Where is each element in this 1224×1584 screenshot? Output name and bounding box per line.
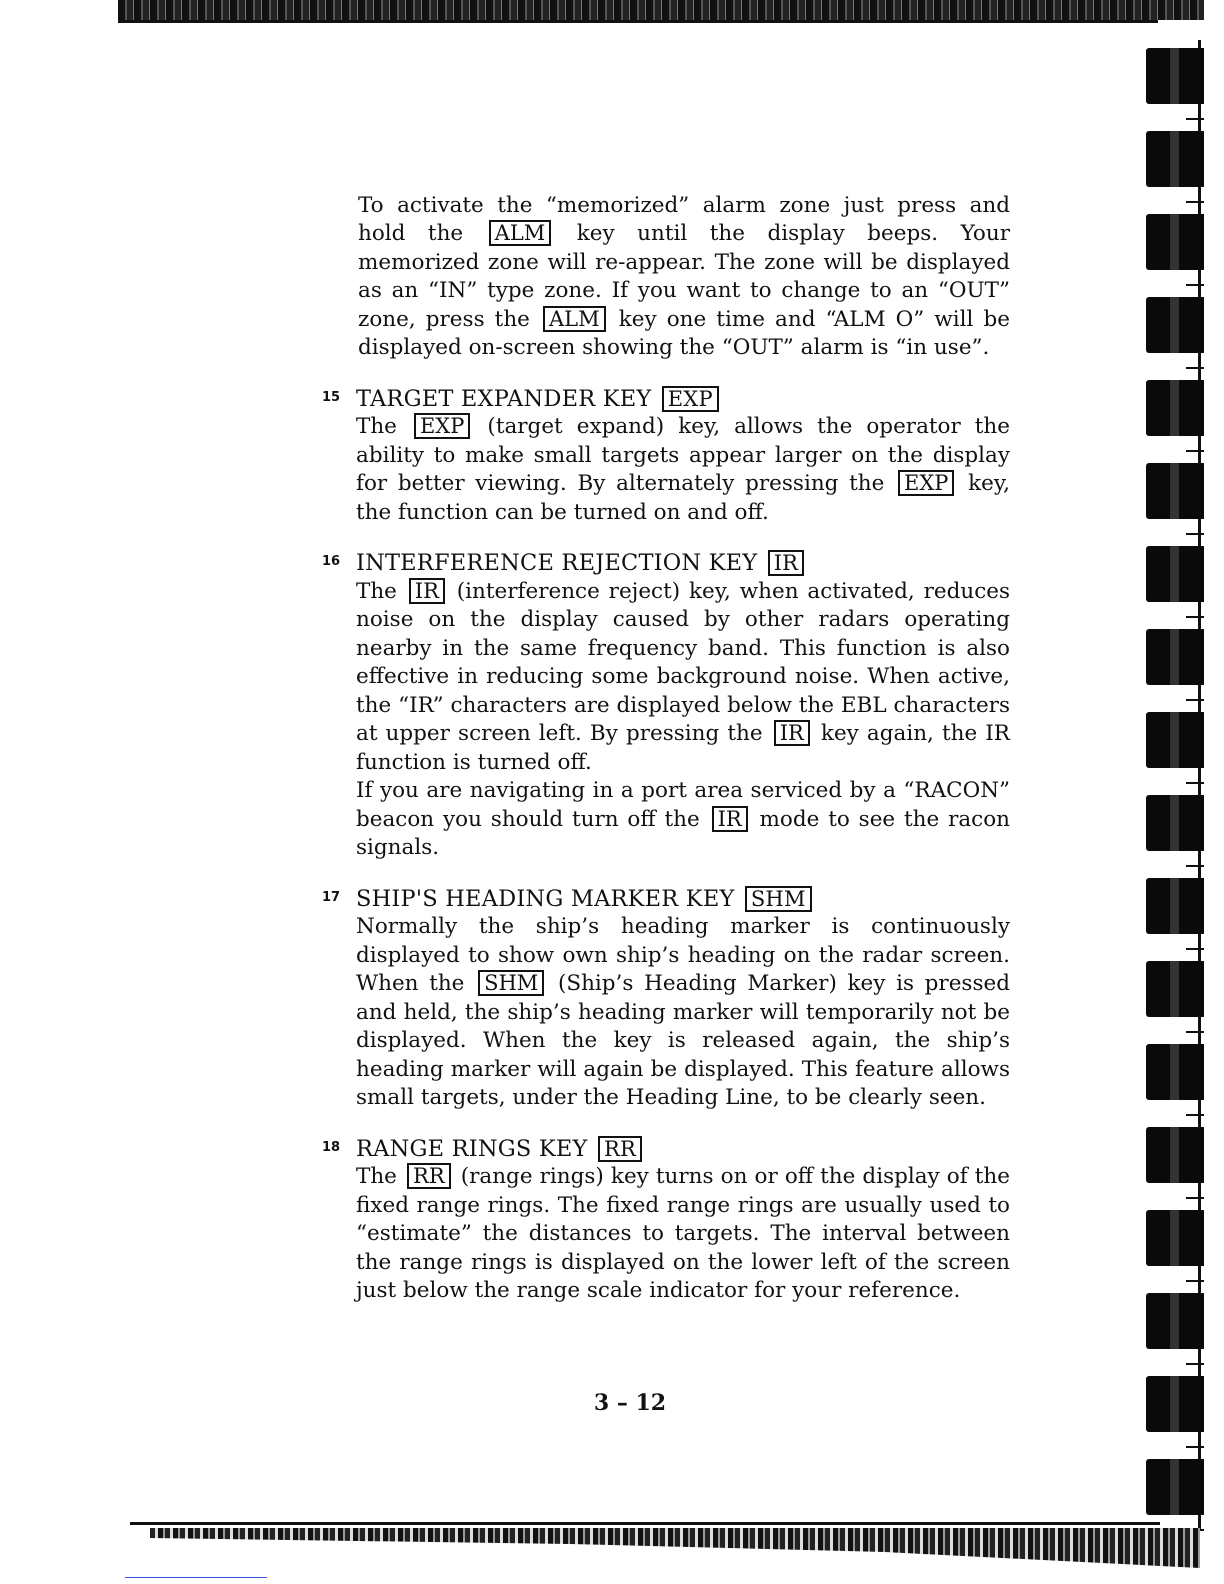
section-heading [356, 1135, 1010, 1164]
section-number: 16 [321, 554, 341, 569]
page-number: 3 – 12 [593, 1390, 667, 1416]
section-17 [310, 885, 1010, 1113]
binding-tick [1186, 201, 1204, 203]
manual-page-content [310, 170, 1010, 1306]
section-heading [356, 549, 1010, 578]
key-label-exp: EXP [898, 470, 954, 496]
binding-ring [1146, 131, 1204, 187]
binding-tick [1186, 1363, 1204, 1365]
binding-ring [1146, 297, 1204, 353]
bottom-rule [130, 1522, 1160, 1525]
binding-tick [1186, 616, 1204, 618]
section-title: RANGE RINGS KEY [356, 1135, 595, 1162]
binding-ring [1146, 546, 1204, 602]
section-heading [356, 385, 1010, 414]
body-text: key, the function can be turned on and off. [356, 471, 1010, 525]
body-text: (range rings) key turns on or off the display of the fixed range rings. The fixed range rings are usually used to “estimate” the distances to targets. The interval between the range rings is displayed on the lower left of the screen just below the range scale indicator for your reference. [356, 1164, 1010, 1303]
key-label-exp: EXP [414, 413, 470, 439]
key-label-rr: RR [598, 1136, 642, 1162]
intro-paragraph [358, 192, 1010, 363]
scan-bottom-border [150, 1528, 1200, 1568]
binding-tick [1186, 865, 1204, 867]
section-number: 15 [321, 389, 341, 405]
body-text: key again, the IR function is turned off. [356, 721, 1010, 775]
key-label-shm: SHM [745, 886, 812, 912]
body-text: key one time and “ALM O” will be displayed on-screen showing the “OUT” alarm is “in use”. [358, 306, 1010, 360]
section-body [356, 413, 1010, 527]
binding-ring [1146, 629, 1204, 685]
binding-tick [1186, 367, 1204, 369]
key-label-ir: IR [712, 806, 748, 832]
binding-ring [1146, 1293, 1204, 1349]
spiral-binding [1146, 40, 1204, 1530]
key-label-shm: SHM [478, 970, 544, 996]
binding-tick [1186, 118, 1204, 120]
binding-ring [1146, 48, 1204, 104]
binding-tick [1186, 450, 1204, 452]
binding-ring [1146, 214, 1204, 270]
binding-tick [1186, 1197, 1204, 1199]
section-title: SHIP'S HEADING MARKER KEY [356, 885, 742, 912]
section-heading [356, 885, 1010, 914]
body-text: The [356, 414, 411, 439]
key-label-rr: RR [407, 1163, 451, 1189]
body-text: key until the display beeps. Your memorized zone will re-appear. The zone will be displayed as an “IN” type zone. If you want to change to an “OUT” zone, press the [358, 221, 1010, 332]
binding-ring [1146, 961, 1204, 1017]
section-body [356, 913, 1010, 1113]
key-label-ir: IR [768, 550, 805, 576]
section-16 [310, 549, 1010, 863]
binding-ring [1146, 463, 1204, 519]
section-title: INTERFERENCE REJECTION KEY [356, 550, 765, 576]
top-rule [118, 20, 1158, 23]
key-label-ir: IR [774, 720, 810, 746]
section-body [356, 1163, 1010, 1306]
binding-ring [1146, 1044, 1204, 1100]
binding-ring [1146, 795, 1204, 851]
body-text: (target expand) key, allows the operator the ability to make small targets appear larger on the display for better viewing. By alternately pressing the [356, 414, 1011, 496]
binding-tick [1186, 533, 1204, 535]
binding-tick [1186, 782, 1204, 784]
binding-tick [1186, 1031, 1204, 1033]
binding-tick [1186, 948, 1204, 950]
key-label-alm: ALM [543, 306, 606, 332]
section-title: TARGET EXPANDER KEY [356, 385, 659, 412]
scan-top-border [118, 0, 1204, 20]
body-text: The [356, 1164, 405, 1189]
binding-ring [1146, 1210, 1204, 1266]
binding-ring [1146, 1127, 1204, 1183]
section-18 [310, 1135, 1010, 1306]
body-text: To activate the “memorized” alarm zone just press and hold the [358, 192, 1010, 246]
section-body-continued [356, 777, 1010, 863]
key-label-alm: ALM [489, 220, 552, 246]
body-text: (Ship’s Heading Marker) key is pressed and held, the ship’s heading marker will temporarily not be displayed. When the key is released again, the ship’s heading marker will again be displayed. This feature allows small targets, under the Heading Line, to be clearly seen. [356, 971, 1010, 1110]
binding-ring [1146, 380, 1204, 436]
binding-ring [1146, 712, 1204, 768]
section-15 [310, 385, 1010, 528]
key-label-ir: IR [409, 578, 445, 604]
body-text: Normally the ship’s heading marker is continuously displayed to show own ship’s heading on the radar screen. When the [356, 914, 1010, 996]
body-text: (interference reject) key, when activated, reduces noise on the display caused by other radars operating nearby in the same frequency band. This function is also effective in reducing some background noise. When active, the “IR” characters are displayed below the EBL characters at upper screen left. By pressing the [356, 578, 1010, 746]
binding-ring [1146, 878, 1204, 934]
bottom-underline [125, 1577, 267, 1578]
binding-ring [1146, 1376, 1204, 1432]
body-text: mode to see the racon signals. [356, 806, 1010, 860]
section-body [356, 578, 1010, 778]
key-label-exp: EXP [662, 386, 719, 412]
body-text: If you are navigating in a port area serviced by a “RACON” beacon you should turn off the [356, 778, 1010, 832]
key-sections [310, 385, 1010, 1306]
binding-ring [1146, 1459, 1204, 1515]
binding-tick [1186, 284, 1204, 286]
binding-tick [1186, 1280, 1204, 1282]
section-number: 17 [321, 889, 341, 905]
section-number: 18 [321, 1139, 341, 1155]
binding-tick [1186, 699, 1204, 701]
body-text: The [356, 578, 406, 604]
binding-tick [1186, 1446, 1204, 1448]
binding-tick [1186, 1114, 1204, 1116]
